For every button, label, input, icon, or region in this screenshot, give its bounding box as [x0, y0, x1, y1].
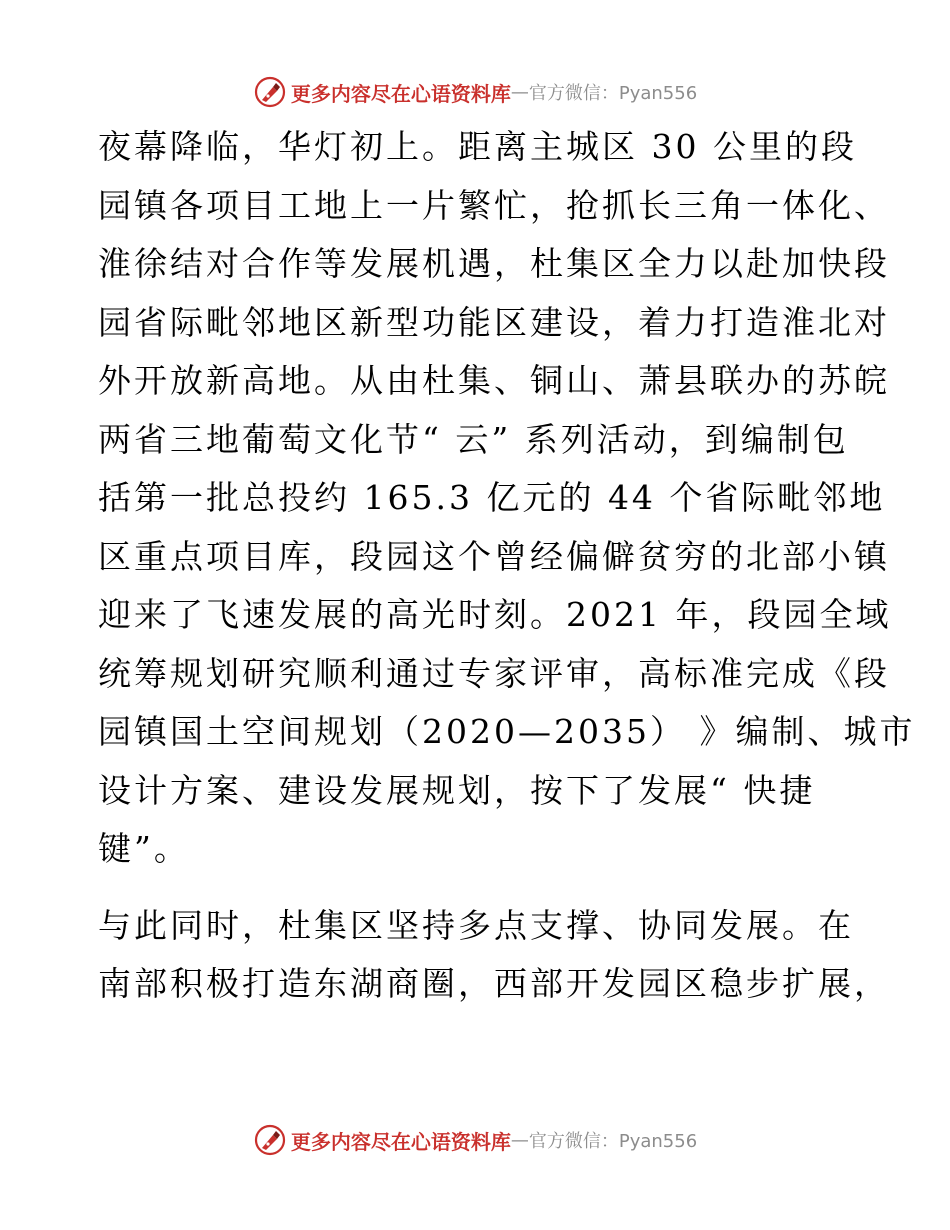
- text-line: 园省际毗邻地区新型功能区建设，着力打造淮北对: [98, 302, 890, 342]
- text-line: 统筹规划研究顺利通过专家评审，高标准完成《段: [98, 653, 890, 693]
- watermark-dash: —: [510, 81, 529, 103]
- text-line: 区重点项目库，段园这个曾经偏僻贫穷的北部小镇: [98, 536, 890, 576]
- text-line: 设计方案、建设发展规划，按下了发展“ 快捷: [98, 770, 816, 810]
- text-line: 迎来了飞速发展的高光时刻。2021 年，段园全域: [98, 595, 892, 634]
- text-line: 园镇国土空间规划（2020—2035） 》编制、城市: [98, 712, 916, 751]
- text-line: 键”。: [98, 829, 190, 868]
- text-line: 南部积极打造东湖商圈，西部开发园区稳步扩展，: [98, 964, 890, 1003]
- pen-nib-logo-icon: [253, 1123, 287, 1157]
- watermark-title: 更多内容尽在心语资料库: [290, 81, 511, 106]
- watermark-wechat: 官方微信：Pyan556: [528, 1131, 698, 1152]
- text-line: 两省三地葡萄文化节“ 云” 系列活动，到编制包: [98, 419, 849, 459]
- watermark-wechat: 官方微信：Pyan556: [528, 83, 698, 104]
- text-line: 园镇各项目工地上一片繁忙，抢抓长三角一体化、: [98, 185, 890, 225]
- document-body: [98, 118, 916, 1014]
- watermark-title: 更多内容尽在心语资料库: [290, 1129, 511, 1154]
- text-line: 括第一批总投约 165.3 亿元的 44 个省际毗邻地: [98, 478, 886, 517]
- text-line: 夜幕降临，华灯初上。距离主城区 30 公里的段: [98, 127, 857, 166]
- footer-watermark: [0, 1120, 950, 1160]
- pen-nib-logo-icon: [253, 75, 287, 109]
- paragraph-1: [98, 118, 916, 879]
- text-line: 外开放新高地。从由杜集、铜山、萧县联办的苏皖: [98, 361, 890, 400]
- paragraph-2: [98, 897, 890, 1014]
- text-line: 淮徐结对合作等发展机遇，杜集区全力以赴加快段: [98, 244, 890, 283]
- header-watermark: [0, 72, 950, 112]
- watermark-dash: —: [510, 1129, 529, 1151]
- text-line: 与此同时，杜集区坚持多点支撑、协同发展。在: [98, 905, 854, 945]
